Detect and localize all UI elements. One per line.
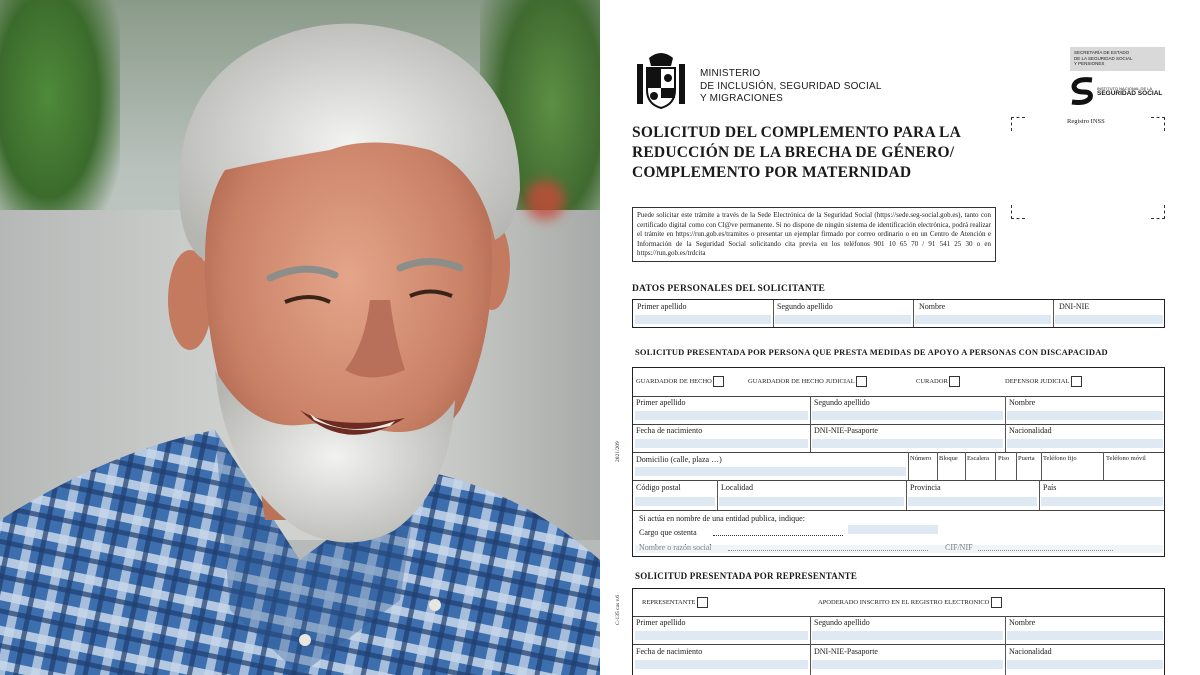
secretaria-line: SECRETARÍA DE ESTADO (1074, 50, 1130, 55)
field-label: DNI-NIE-Pasaporte (814, 647, 878, 656)
field-label: Segundo apellido (777, 302, 833, 311)
check-apoderado[interactable] (818, 597, 1002, 608)
nombre-input[interactable] (915, 315, 1051, 324)
ss-logo-small-text: INSTITUTO NACIONAL DE LA (1097, 86, 1153, 91)
section-title-apoyo: SOLICITUD PRESENTADA POR PERSONA QUE PRESTA MEDIDAS DE APOYO A PERSONAS CON DISCAPACIDAD (635, 347, 1108, 357)
field-label: Nombre (1009, 398, 1036, 407)
info-box: Puede solicitar este trámite a través de la Sede Electrónica de la Seguridad Social (https://sede.seg-social.gob.es), tanto con certificado digital como con Cl@ve permanente. Si no dispone de ningún sistema de identificación electrónica, podrá realizar el trámite en https://run.gob.es/tramites o presentar un ejemplar firmado por correo ordinario o en un Centro de Atención e Información de la Seguridad Social solicitando cita previa en los teléfonos 901 10 65 70 / 91 541 25 30 o en https://run.gob.es/trdcita (632, 207, 996, 262)
section-title-solicitante: DATOS PERSONALES DEL SOLICITANTE (632, 284, 826, 294)
check-guardador-judicial[interactable] (748, 376, 867, 387)
apoyo-localidad-input[interactable] (719, 497, 904, 506)
field-label: Nombre (1009, 618, 1036, 627)
field-label: Número (910, 455, 932, 462)
field-label: Bloque (939, 455, 958, 462)
rep-fecha-input[interactable] (635, 660, 808, 669)
check-label: REPRESENTANTE (642, 598, 696, 606)
side-code: 2021/209 (615, 441, 621, 462)
registro-label: Registro INSS (1067, 118, 1105, 125)
field-label: Código postal (636, 483, 681, 492)
check-representante[interactable] (642, 597, 708, 608)
seguridad-social-name (1097, 86, 1162, 96)
field-label: País (1043, 483, 1057, 492)
field-label: Teléfono fijo (1043, 455, 1077, 462)
apoyo-domicilio-input[interactable] (635, 467, 906, 476)
apoyo-pais-input[interactable] (1041, 497, 1163, 506)
secretaria-line: Y PENSIONES (1074, 61, 1105, 66)
field-label: Domicilio (calle, plaza …) (636, 455, 722, 464)
primer-apellido-input[interactable] (635, 315, 771, 324)
ministry-line: DE INCLUSIÓN, SEGURIDAD SOCIAL (700, 80, 882, 92)
rep-nombre-input[interactable] (1007, 631, 1163, 640)
rep-nacionalidad-input[interactable] (1007, 660, 1163, 669)
cargo-input[interactable] (713, 529, 843, 536)
title-line: REDUCCIÓN DE LA BRECHA DE GÉNERO/ (632, 144, 955, 161)
form-title (632, 123, 961, 183)
representante-table (632, 588, 1165, 675)
rep-primer-apellido-input[interactable] (635, 631, 808, 640)
checkbox[interactable] (697, 597, 708, 608)
rep-dni-input[interactable] (812, 660, 1003, 669)
check-label: GUARDADOR DE HECHO JUDICIAL (748, 377, 855, 385)
solicitante-table (632, 299, 1165, 328)
field-label: Segundo apellido (814, 398, 870, 407)
check-label: CURADOR (916, 377, 948, 385)
field-label: Primer apellido (637, 302, 687, 311)
field-label: Nombre (919, 302, 946, 311)
apoyo-primer-apellido-input[interactable] (635, 411, 808, 420)
field-label: Fecha de nacimiento (636, 647, 703, 656)
segundo-apellido-input[interactable] (775, 315, 911, 324)
crop-mark (1011, 117, 1025, 131)
secretaria-line: DE LA SEGURIDAD SOCIAL (1074, 55, 1133, 61)
check-defensor[interactable] (1005, 376, 1082, 387)
secretaria-box (1070, 47, 1165, 71)
dni-nie-input[interactable] (1055, 315, 1163, 324)
check-label: GUARDADOR DE HECHO (636, 377, 712, 385)
section-title-representante: SOLICITUD PRESENTADA POR REPRESENTANTE (635, 571, 858, 581)
apoyo-dni-input[interactable] (812, 439, 1003, 448)
field-label: Segundo apellido (814, 618, 870, 627)
crop-mark (1011, 205, 1025, 219)
apoyo-provincia-input[interactable] (908, 497, 1037, 506)
check-curador[interactable] (916, 376, 960, 387)
rep-segundo-apellido-input[interactable] (812, 631, 1003, 640)
ministry-line: MINISTERIO (700, 68, 761, 79)
field-label: Localidad (721, 483, 753, 492)
checkbox[interactable] (1071, 376, 1082, 387)
field-label: Teléfono móvil (1106, 455, 1146, 462)
check-guardador[interactable] (636, 376, 724, 387)
checkbox[interactable] (991, 597, 1002, 608)
field-label: Provincia (910, 483, 941, 492)
field-label: Escalera (967, 455, 990, 462)
crop-mark (1151, 117, 1165, 131)
ministry-name (700, 68, 882, 106)
field-label: DNI-NIE (1059, 302, 1090, 311)
entity-note: Si actúa en nombre de una entidad publica, indique: (639, 514, 805, 523)
title-line: COMPLEMENTO POR MATERNIDAD (632, 164, 912, 181)
application-form-document (600, 0, 1200, 675)
side-code: C-135 cas v.6 (615, 594, 621, 625)
field-label: Nacionalidad (1009, 426, 1052, 435)
checkbox[interactable] (949, 376, 960, 387)
ss-logo-big-text: SEGURIDAD SOCIAL (1097, 90, 1163, 97)
entity-fill (635, 545, 1163, 553)
apoyo-nombre-input[interactable] (1007, 411, 1163, 420)
apoyo-table (632, 367, 1165, 557)
coat-of-arms-icon (633, 50, 689, 110)
apoyo-fecha-input[interactable] (635, 439, 808, 448)
check-label: APODERADO INSCRITO EN EL REGISTRO ELECTRONICO (818, 598, 990, 606)
field-label: Fecha de nacimiento (636, 426, 703, 435)
apoyo-nacionalidad-input[interactable] (1007, 439, 1163, 448)
checkbox[interactable] (713, 376, 724, 387)
apoyo-segundo-apellido-input[interactable] (812, 411, 1003, 420)
seguridad-social-logo-icon (1070, 76, 1096, 106)
field-label: Primer apellido (636, 618, 686, 627)
field-label: Piso (998, 455, 1010, 462)
ministry-line: Y MIGRACIONES (700, 93, 783, 104)
check-label: DEFENSOR JUDICIAL (1005, 377, 1070, 385)
field-label: Puerta (1018, 455, 1035, 462)
crop-mark (1151, 205, 1165, 219)
title-line: SOLICITUD DEL COMPLEMENTO PARA LA (632, 124, 961, 141)
field-label: DNI-NIE-Pasaporte (814, 426, 878, 435)
field-label: Cargo que ostenta (639, 528, 697, 537)
apoyo-cp-input[interactable] (635, 497, 715, 506)
field-label: Primer apellido (636, 398, 686, 407)
cargo-fill[interactable] (848, 525, 938, 534)
checkbox[interactable] (856, 376, 867, 387)
field-label: Nacionalidad (1009, 647, 1052, 656)
